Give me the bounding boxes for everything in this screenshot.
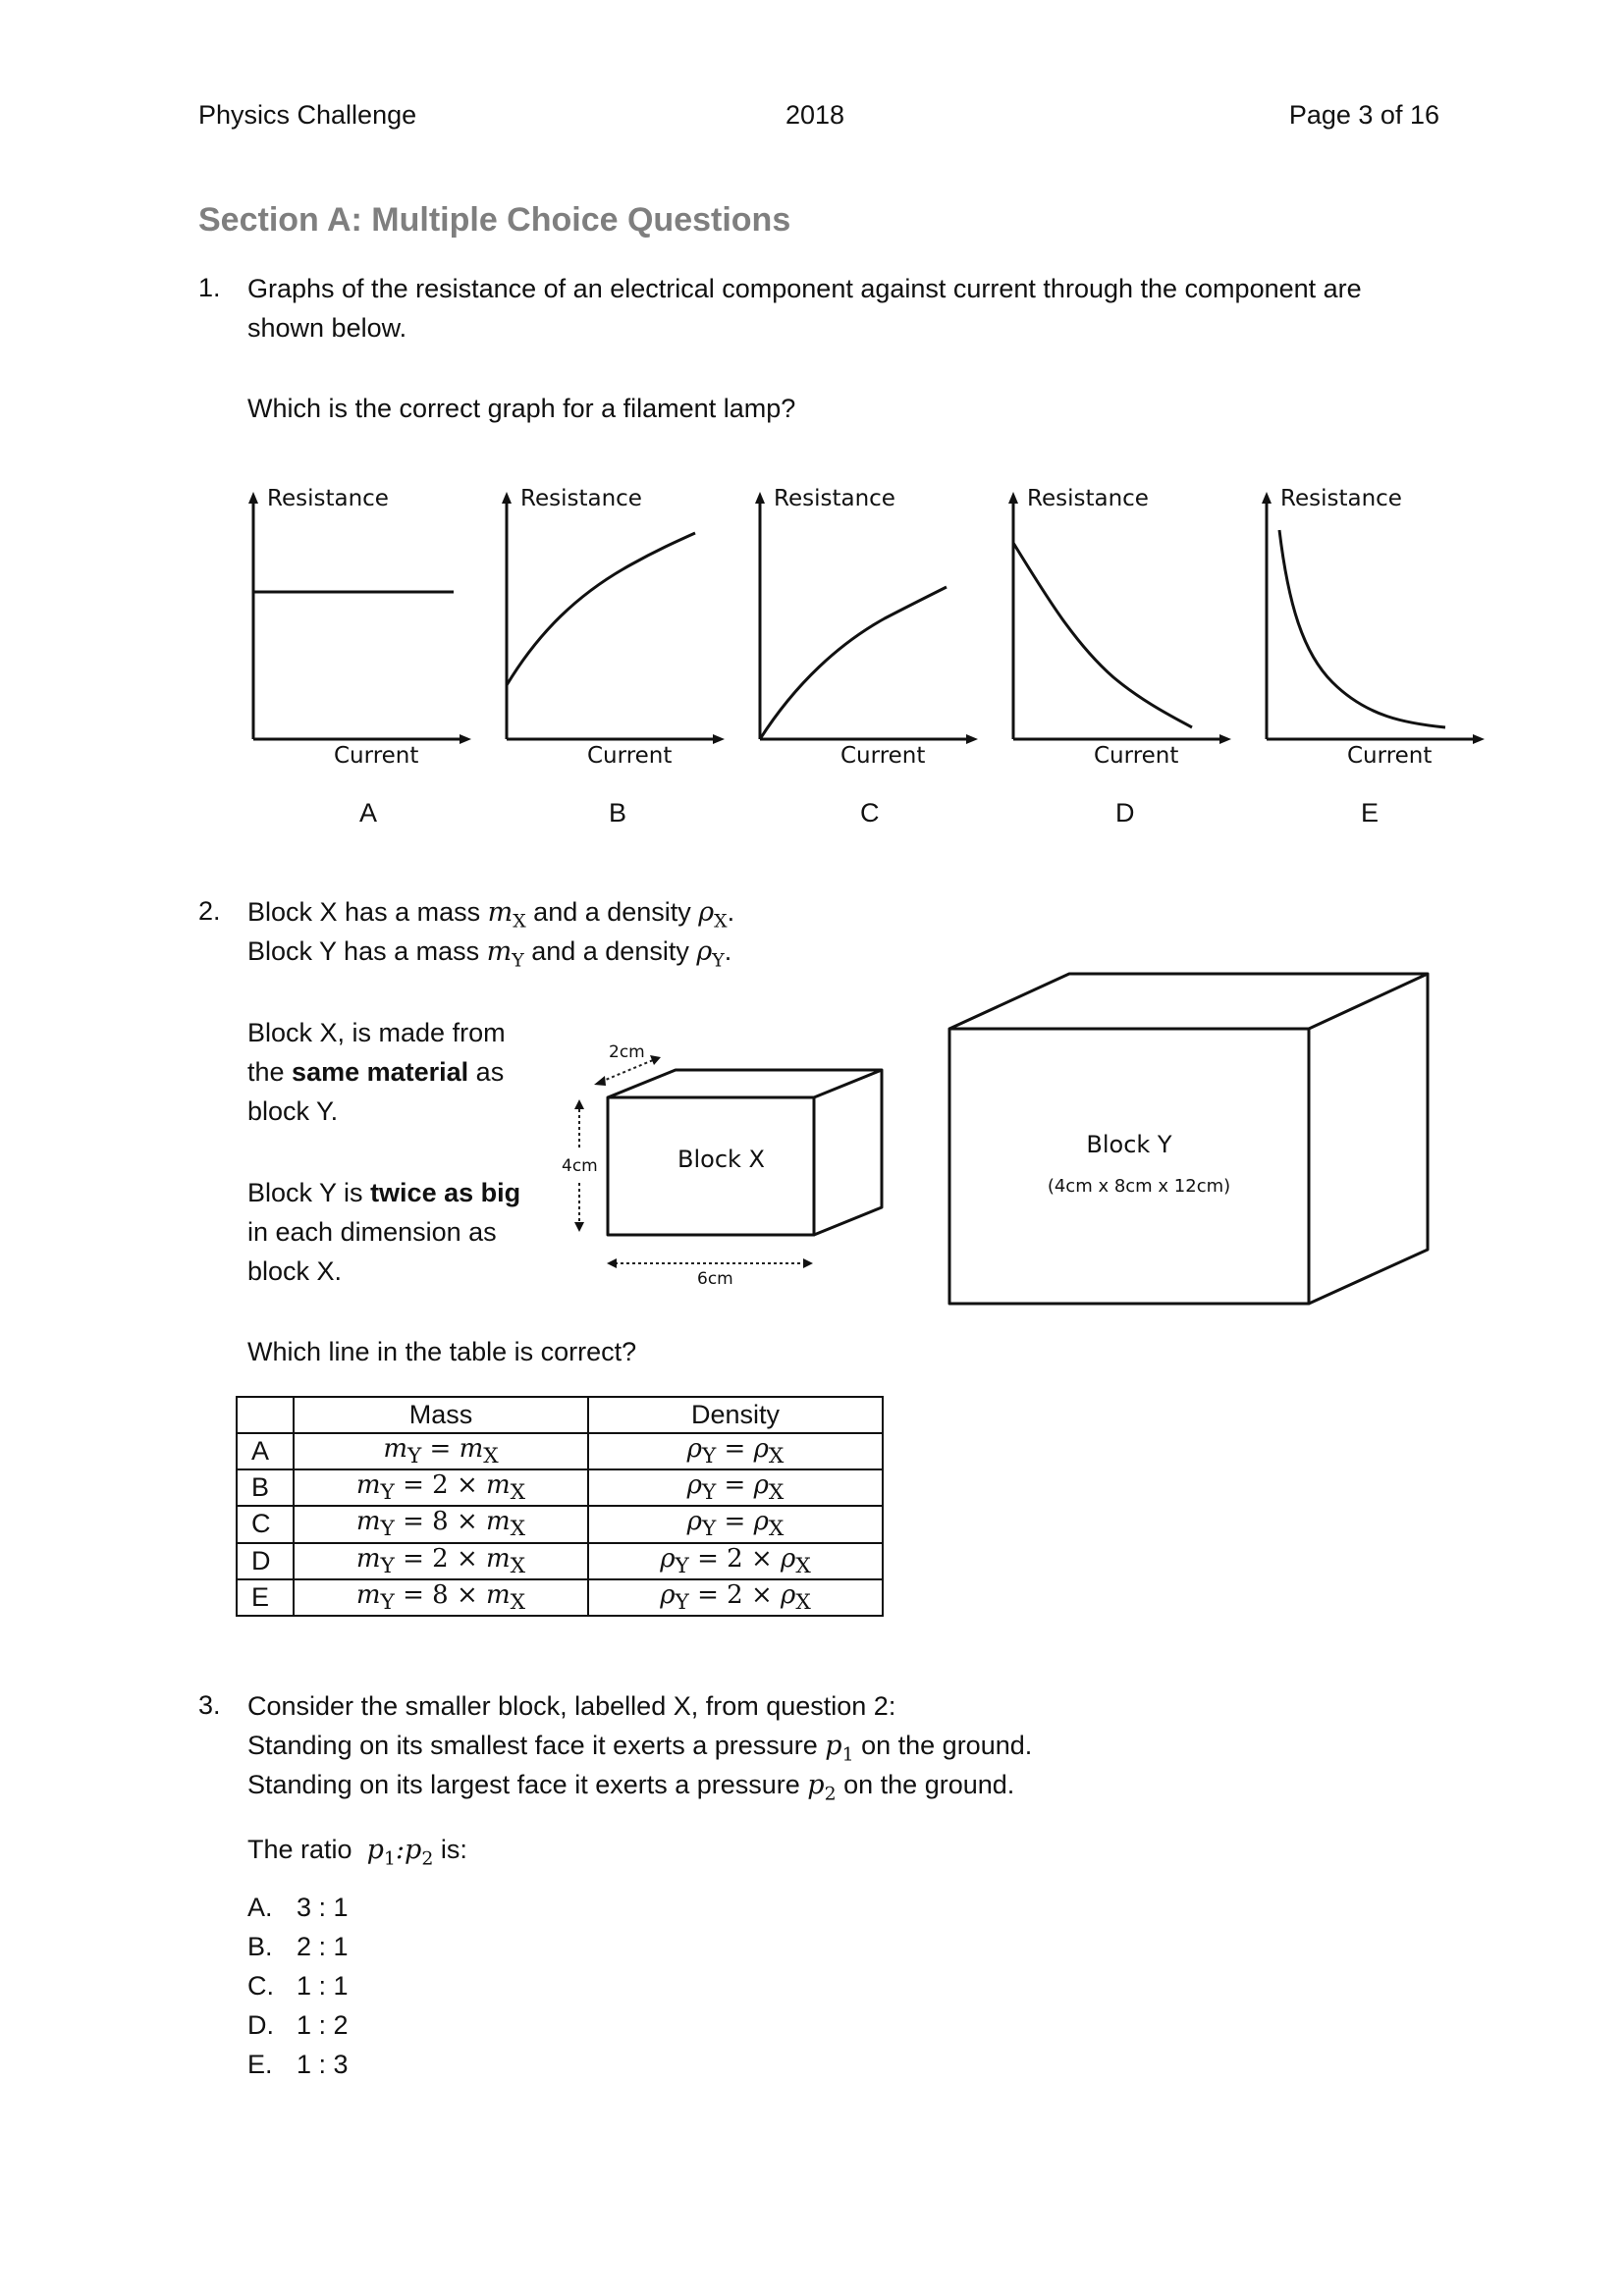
option-b[interactable] <box>247 1932 349 1962</box>
row-key: D <box>237 1543 294 1579</box>
option-value: 1 : 1 <box>297 1971 349 2001</box>
height-label: 4cm <box>562 1156 598 1176</box>
question-text: Standing on its largest face it exerts a pressure $p_2$ on the ground. <box>247 1770 1015 1805</box>
density-cell: $\rho_Y = \rho_X$ <box>588 1469 883 1506</box>
question-text: shown below. <box>247 313 407 343</box>
math-mass-x: $m_X$ <box>487 897 526 933</box>
mass-cell: $m_Y = 2 \times m_X$ <box>294 1469 588 1506</box>
block-description: the same material as <box>247 1057 505 1087</box>
block-description: in each dimension as <box>247 1217 497 1247</box>
math-mass-y: $m_Y$ <box>486 936 524 972</box>
graph-b <box>499 486 734 839</box>
density-cell: $\rho_Y = 2 \times \rho_X$ <box>588 1579 883 1616</box>
math-p2: $p_2$ <box>807 1770 837 1805</box>
option-label: C. <box>247 1971 274 2001</box>
mass-cell: $m_Y = 8 \times m_X$ <box>294 1506 588 1542</box>
row-key: C <box>237 1506 294 1542</box>
math-density-x: $\rho_X$ <box>698 897 728 933</box>
text: Block X has a mass <box>247 897 488 927</box>
block-description: Block Y is twice as big <box>247 1178 521 1207</box>
table-row <box>237 1579 883 1616</box>
question-text: Consider the smaller block, labelled X, from question 2: <box>247 1691 896 1721</box>
row-key: E <box>237 1579 294 1616</box>
row-key: A <box>237 1433 294 1469</box>
block-x-shape <box>550 1031 923 1315</box>
mass-cell: $m_Y = 8 \times m_X$ <box>294 1579 588 1616</box>
option-label: D. <box>247 2010 274 2040</box>
option-value: 2 : 1 <box>297 1932 349 1961</box>
row-key: B <box>237 1469 294 1506</box>
graph-a <box>245 486 481 839</box>
y-axis-label: Resistance <box>267 486 389 511</box>
graph-c <box>752 486 988 839</box>
table-header-mass: Mass <box>294 1397 588 1433</box>
question-prompt: Which is the correct graph for a filament lamp? <box>247 394 796 423</box>
block-x-diagram <box>550 1031 923 1315</box>
option-a[interactable] <box>247 1893 349 1923</box>
question-prompt: Which line in the table is correct? <box>247 1337 637 1366</box>
block-y-diagram <box>943 962 1532 1325</box>
mass-cell: $m_Y = 2 \times m_X$ <box>294 1543 588 1579</box>
question-text: Block Y has a mass $m_Y$ and a density $\rho_Y$. <box>247 936 732 972</box>
question-text: Block X has a mass $m_X$ and a density $\rho_X$. <box>247 897 735 933</box>
graph-c-plot <box>752 486 988 839</box>
graph-letter: B <box>609 798 627 828</box>
block-description: block X. <box>247 1256 343 1286</box>
x-axis-label: Current <box>334 743 419 769</box>
header-year: 2018 <box>785 100 845 130</box>
graph-e <box>1259 486 1494 839</box>
x-axis-label: Current <box>1094 743 1179 769</box>
graph-letter: E <box>1361 798 1380 828</box>
option-value: 3 : 1 <box>297 1893 349 1922</box>
question-number: 2. <box>198 896 221 926</box>
table-row <box>237 1469 883 1506</box>
option-label: B. <box>247 1932 273 1961</box>
y-axis-label: Resistance <box>774 486 895 511</box>
math-ratio: $p_1:p_2$ <box>366 1835 434 1870</box>
section-title: Section A: Multiple Choice Questions <box>198 201 791 239</box>
width-label: 6cm <box>697 1269 733 1289</box>
option-c[interactable] <box>247 1971 349 2002</box>
block-x-label: Block X <box>677 1146 765 1173</box>
text: and a density <box>525 897 699 927</box>
block-y-label: Block Y <box>1086 1131 1172 1158</box>
option-value: 1 : 2 <box>297 2010 349 2040</box>
table-header-row <box>237 1397 883 1433</box>
y-axis-label: Resistance <box>1027 486 1149 511</box>
x-axis-label: Current <box>840 743 926 769</box>
y-axis-label: Resistance <box>520 486 642 511</box>
question-text: Standing on its smallest face it exerts a pressure $p_1$ on the ground. <box>247 1731 1033 1766</box>
graph-a-plot <box>245 486 481 839</box>
math-p1: $p_1$ <box>825 1731 854 1766</box>
table-row <box>237 1433 883 1469</box>
x-axis-label: Current <box>1347 743 1433 769</box>
answer-table <box>236 1396 884 1617</box>
y-axis-label: Resistance <box>1280 486 1402 511</box>
option-value: 1 : 3 <box>297 2050 349 2079</box>
graph-letter: A <box>359 798 378 828</box>
density-cell: $\rho_Y = \rho_X$ <box>588 1506 883 1542</box>
math-density-y: $\rho_Y$ <box>696 936 725 972</box>
depth-label: 2cm <box>609 1042 645 1062</box>
density-cell: $\rho_Y = \rho_X$ <box>588 1433 883 1469</box>
block-description: block Y. <box>247 1096 339 1126</box>
option-label: A. <box>247 1893 273 1922</box>
table-header-cell <box>237 1397 294 1433</box>
text: Block Y has a mass <box>247 936 487 966</box>
option-label: E. <box>247 2050 273 2079</box>
graph-b-plot <box>499 486 734 839</box>
question-number: 3. <box>198 1690 221 1720</box>
block-y-dimensions: (4cm x 8cm x 12cm) <box>1047 1176 1231 1197</box>
table-header-density: Density <box>588 1397 883 1433</box>
table-row <box>237 1506 883 1542</box>
header-title: Physics Challenge <box>198 100 417 130</box>
table-row <box>237 1543 883 1579</box>
mass-cell: $m_Y = m_X$ <box>294 1433 588 1469</box>
option-e[interactable] <box>247 2050 349 2080</box>
density-cell: $\rho_Y = 2 \times \rho_X$ <box>588 1543 883 1579</box>
x-axis-label: Current <box>587 743 673 769</box>
text: and a density <box>523 936 697 966</box>
graph-letter: D <box>1115 798 1135 828</box>
graph-letter: C <box>860 798 880 828</box>
option-d[interactable] <box>247 2010 349 2041</box>
question-prompt: The ratio $p_1:p_2$ is: <box>247 1835 467 1870</box>
block-description: Block X, is made from <box>247 1018 506 1047</box>
graph-d-plot <box>1005 486 1241 839</box>
question-text: Graphs of the resistance of an electrical component against current through the component are <box>247 274 1362 303</box>
header-page-number: Page 3 of 16 <box>1288 100 1439 130</box>
graph-d <box>1005 486 1241 839</box>
graph-e-plot <box>1259 486 1494 839</box>
question-number: 1. <box>198 273 221 302</box>
